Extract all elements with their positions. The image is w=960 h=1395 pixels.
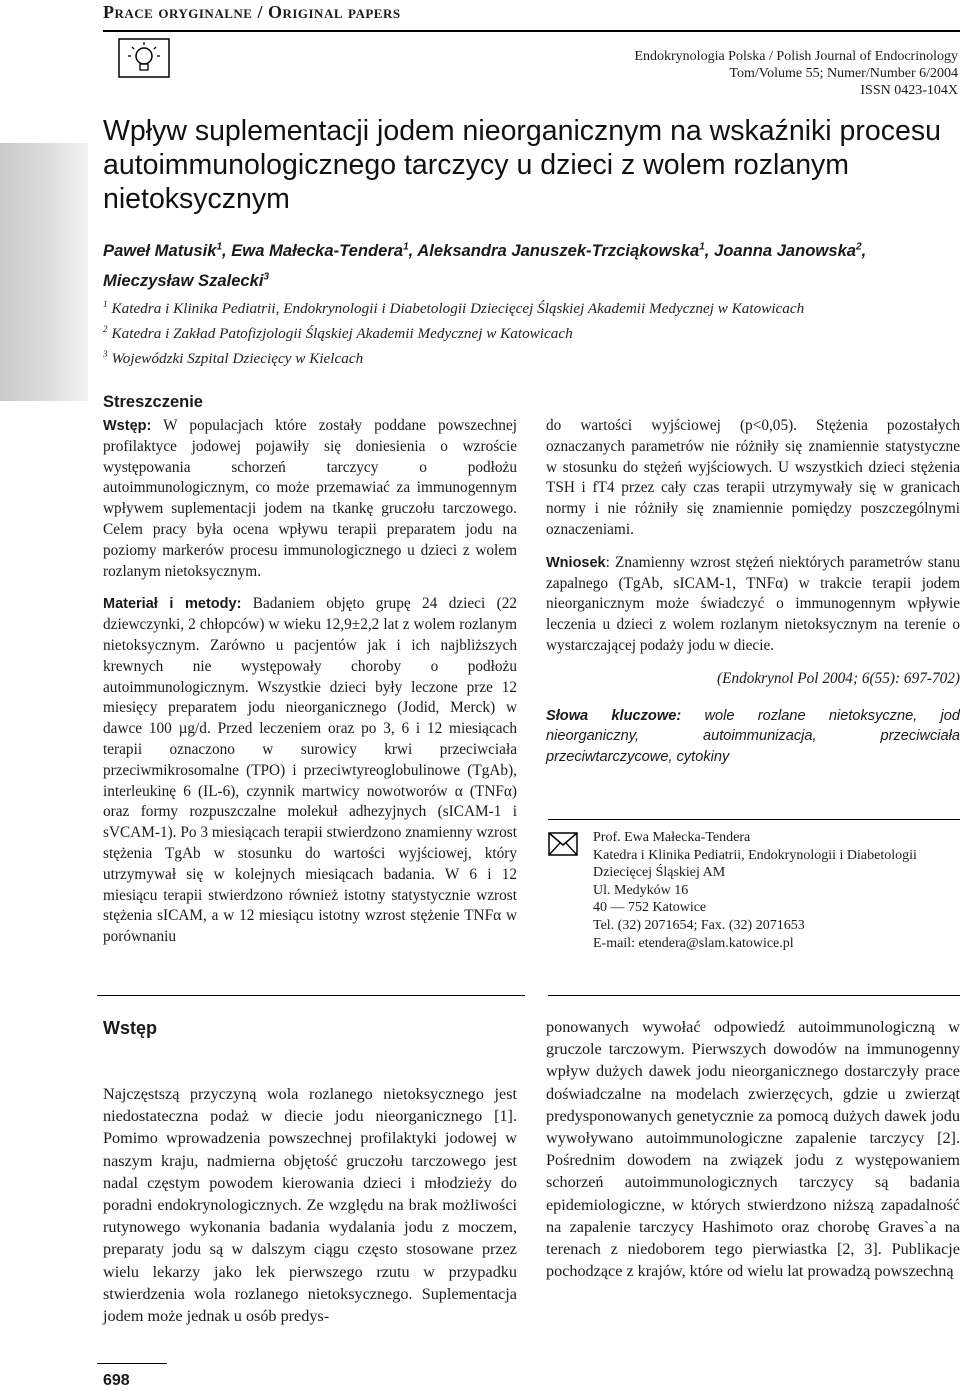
page-number: 698 [103,1372,130,1389]
affiliation-list [103,294,960,369]
header-rule [103,30,960,32]
abstract-right-column [546,416,960,780]
correspondence-dept: Katedra i Klinika Pediatrii, Endokrynologii i Diabetologii Dziecięcej Śląskiej AM [593,847,917,881]
abstract-left-column [103,416,517,960]
author: Joanna Janowska$^2$, [714,240,867,260]
section-divider-right [548,995,960,996]
correspondence-email: E-mail: etendera@slam.katowice.pl [593,935,794,951]
correspondence-city: 40 — 752 Katowice [593,900,707,916]
correspondence-phone: Tel. (32) 2071654; Fax. (32) 2071653 [593,917,805,933]
affiliation: $^2$ Katedra i Zakład Patofizjologii Śląskiej Akademii Medycznej w Katowicach [103,324,573,343]
intro-heading: Wstęp [103,1018,157,1038]
author-list [103,233,960,294]
envelope-icon [548,832,578,856]
correspondence-address [593,829,960,952]
abstract-heading: Streszczenie [103,393,203,411]
footer-rule [97,1363,167,1364]
correspondence-name: Prof. Ewa Małecka-Tendera [593,830,751,845]
affiliation: $^1$ Katedra i Klinika Pediatrii, Endokrynologii i Diabetologii Dziecięcej Śląskiej Akademii Medycznej w Katowicach [103,299,805,318]
author: Paweł Matusik$^1$, [103,240,232,260]
intro-right-column: ponowanych wywołać odpowiedź autoimmunologiczną w gruczole tarczowym. Pierwszych dowodów na immunogenny wpływ dużych dawek jodu nieorganicznego dostarczyły prace doświadczalne na modelach zwierzęcych, gdzie u zwierząt predysponowanych genetycznie za pomocą dużych dawek jodu wywoływano autoimmunologiczne zapalenie tarczycy [2]. Pośrednim dowodem na związek jodu z występowaniem schorzeń autoimmunologicznych tarczycy są badania epidemiologiczne, w których stwierdzono niższą zapadalność na zapalenie tarczycy Hashimoto oraz chorobę Graves`a na terenach z niedoborem tego pierwiastka [2, 3]. Publikacje pochodzące z krajów, które od wielu lat prowadzą powszechną [546,1018,960,1281]
citation: (Endokrynol Pol 2004; 6(55): 697-702) [717,669,960,687]
journal-issn: ISSN 0423-104X [860,83,958,98]
article-title: Wpływ suplementacji jodem nieorganicznym na wskaźniki procesu autoimmunologicznego tarczycy u dzieci z wolem rozlanym nietoksycznym [103,115,941,215]
author: Ewa Małecka-Tendera$^1$, [231,240,418,260]
journal-name: Endokrynologia Polska / Polish Journal of Endocrinology [634,49,958,64]
keywords: Słowa kluczowe: wole rozlane nietoksyczne, jod nieorganiczny, autoimmunizacja, przeciwciała przeciwtarczycowe, cytokiny [546,707,960,766]
affiliation: $^3$ Wojewódzki Szpital Dziecięcy w Kielcach [103,349,364,368]
section-divider-left [97,995,525,996]
journal-volume: Tom/Volume 55; Numer/Number 6/2004 [729,66,958,81]
lightbulb-icon [118,38,170,78]
abstract-methods-paragraph: Materiał i metody: Badaniem objęto grupę 24 dzieci (22 dziewczynki, 2 chłopców) w wieku 12,9±2,2 lat z wolem rozlanym nietoksycznym. Zarówno u pacjentów jak i ich najbliższych krewnych nie występowały choroby o podłożu autoimmunologicznym. Wszystkie dzieci były leczone prze 12 miesięcy preparatem jodu nieorganicznego (Jodid, Merck) w dawce 100 µg/d. Przed leczeniem oraz po 3, 6 i 12 miesiącach terapii oznaczono w surowicy krwi przeciwciała przeciwmikrosomalne (TPO) i przeciwtyreoglobulinowe (TgAb), interleukinę 6 (IL-6), czynnik martwicy nowotworów α (TNFα) oraz formy rozpuszczalne molekuł adhezyjnych (sICAM-1 i sVCAM-1). Po 3 miesiącach terapii stwierdzono znamienny wzrost stężenia TgAb w stosunku do wartości wyjściowej, który utrzymywał się w kolejnych miesiącach badania. W 6 i 12 miesiącu terapii stwierdzono również istotny statystycznie wzrost stężenia sICAM, a w 12 miesiącu istotny wzrost stężenie TNFα w porównaniu [103,595,517,946]
abstract-intro-paragraph: Wstęp: W populacjach które zostały poddane powszechnej profilaktyce jodowej pojawiły się doniesienia o wzroście występowania schorzeń tarczycy o podłożu autoimmunologicznym, co może przemawiać za immunogennym wpływem suplementacji jodem na tkankę gruczołu tarczowego. Celem pracy była ocena wpływu terapii preparatem jodu na poziomy markerów procesu immunologicznego u dzieci z wolem rozlanym nietoksycznym. [103,417,517,580]
correspondence-street: Ul. Medyków 16 [593,882,689,898]
author: Aleksandra Januszek-Trzciąkowska$^1$, [417,240,714,260]
intro-left-column: Najczęstszą przyczyną wola rozlanego nietoksycznego jest niedostateczna podaż w diecie jodu nieorganicznego [1]. Pomimo wprowadzenia powszechnej profilaktyki jodowej w naszym kraju, nadmierna objętość gruczołu tarczowego jest nadal częstym powodem kierowania dzieci i młodzieży do poradni endokrynologicznych. Ze względu na brak możliwości rutynowego wykonania badania wydalania jodu z moczem, preparaty jodu są w dalszym ciągu często stosowane przez wielu lekarzy jako lek pierwszego rzutu w przypadku stwierdzenia wola rozlanego nietoksycznego. Suplementacja jodem może jednak u osób predys- [103,1085,517,1326]
correspondence-rule [548,819,960,820]
abstract-results-paragraph: do wartości wyjściowej (p<0,05). Stężenia pozostałych oznaczanych parametrów nie różniły się znamiennie statystyczne w stosunku do stężeń wyjściowych. U wszystkich dzieci stężenia TSH i fT4 przez cały czas terapii utrzymywały się w granicach normy i nie różniły się znamiennie pomiędzy poszczególnymi oznaczeniami. [546,417,960,538]
section-tag: Prace oryginalne / Original papers [103,2,401,22]
author: Mieczysław Szalecki$^3$ [103,271,270,291]
journal-info [478,48,958,99]
decorative-side-bar [0,143,88,401]
abstract-conclusion-paragraph: Wniosek: Znamienny wzrost stężeń niektórych parametrów stanu zapalnego (TgAb, sICAM-1, TNFα) w trakcie terapii jodem nieorganicznym może świadczyć o immunogennym wpływie leczenia u dzieci z wolem rozlanym nietoksycznym na terenie o wystarczającej podaży jodu w diecie. [546,553,960,654]
